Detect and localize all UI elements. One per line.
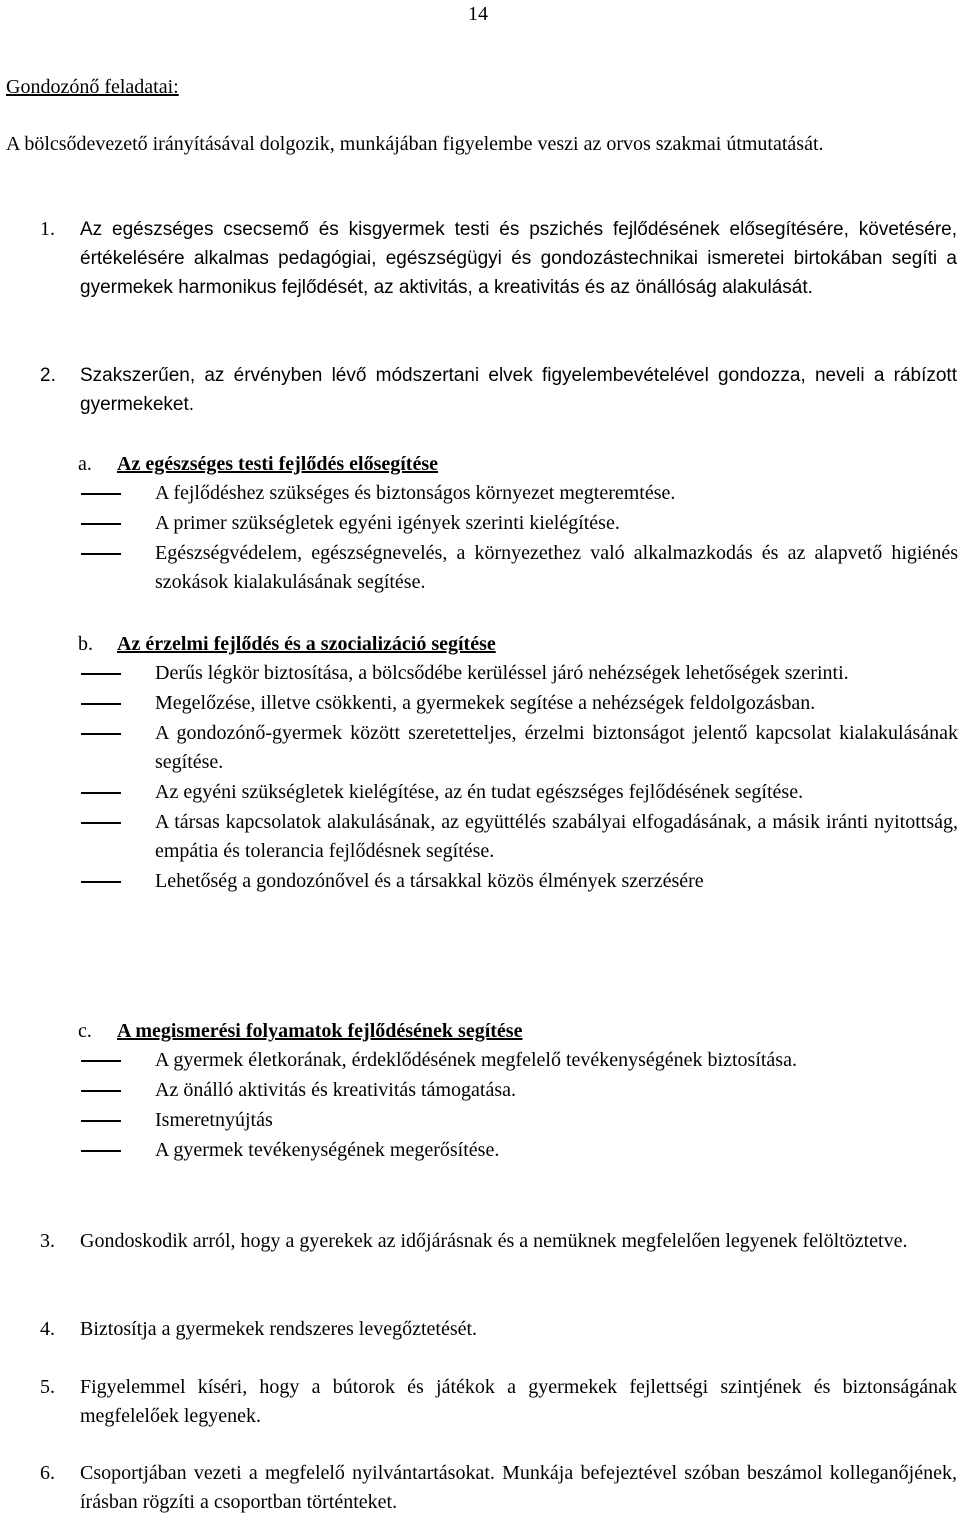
dash-icon: [81, 1060, 121, 1062]
bullet-text: A társas kapcsolatok alakulásának, az együttélés szabályai elfogadásának, a másik iránti nyitottság, empátia és tolerancia fejlődésnek segítése.: [155, 811, 958, 862]
dash-icon: [81, 673, 121, 675]
list-item-5: [40, 1373, 957, 1431]
subsection-title: Az érzelmi fejlődés és a szocializáció segítése: [117, 633, 496, 655]
dash-icon: [81, 881, 121, 883]
list-item-number: 3.: [40, 1230, 55, 1252]
subsection-a: [78, 450, 958, 598]
bullet-text: Az önálló aktivitás és kreativitás támogatása.: [155, 1079, 516, 1101]
subsection-letter: b.: [78, 633, 93, 655]
bullet-text: A gondozónő-gyermek között szeretetteljes, érzelmi biztonságot jelentő kapcsolat kialakulásának segítése.: [155, 722, 958, 773]
subsection-letter: c.: [78, 1020, 92, 1042]
bullet-text: Derűs légkör biztosítása, a bölcsődébe kerüléssel járó nehézségek lehetőségek szerinti.: [155, 662, 849, 684]
bullet-text: Egészségvédelem, egészségnevelés, a környezethez való alkalmazkodás és az alapvető higiénés szokások kialakulásának segítése.: [155, 542, 958, 593]
subsection-b: [78, 630, 958, 897]
bullet-text: Megelőzése, illetve csökkenti, a gyermekek segítése a nehézségek feldolgozásban.: [155, 692, 816, 714]
dash-icon: [81, 822, 121, 824]
list-item-4: [40, 1315, 957, 1344]
list-item-2: [40, 361, 957, 419]
list-item-number: 4.: [40, 1318, 55, 1340]
bullet-text: A gyermek tevékenységének megerősítése.: [155, 1139, 500, 1161]
bullet-text: A gyermek életkorának, érdeklődésének megfelelő tevékenységének biztosítása.: [155, 1049, 797, 1071]
page-heading: Gondozónő feladatai:: [6, 76, 179, 98]
bullet-item: [78, 1136, 958, 1165]
subsection-title: Az egészséges testi fejlődés elősegítése: [117, 453, 438, 475]
dash-icon: [81, 703, 121, 705]
dash-icon: [81, 523, 121, 525]
dash-icon: [81, 553, 121, 555]
bullet-list: [78, 659, 958, 896]
bullet-item: [78, 659, 958, 688]
bullet-item: [78, 509, 958, 538]
bullet-item: [78, 808, 958, 866]
bullet-text: A fejlődéshez szükséges és biztonságos környezet megteremtése.: [155, 482, 676, 504]
list-item-1: [40, 215, 957, 302]
bullet-item: [78, 1046, 958, 1075]
bullet-item: [78, 689, 958, 718]
list-item-text: Az egészséges csecsemő és kisgyermek testi és pszichés fejlődésének elősegítésére, követésére, értékelésére alkalmas pedagógiai, egészségügyi és gondozástechnikai ismeretei birtokában segíti a gyermekek harmonikus fejlődését, az aktivitás, a kreativitás és az önállóság alakulását.: [80, 219, 957, 298]
bullet-text: A primer szükségletek egyéni igények szerinti kielégítése.: [155, 512, 620, 534]
bullet-text: Ismeretnyújtás: [155, 1109, 273, 1131]
list-item-text: Figyelemmel kíséri, hogy a bútorok és játékok a gyermekek fejlettségi szintjének és biztonságának megfelelőek legyenek.: [80, 1376, 957, 1427]
bullet-item: [78, 719, 958, 777]
bullet-text: Az egyéni szükségletek kielégítése, az én tudat egészséges fejlődésének segítése.: [155, 781, 804, 803]
list-item-number: 5.: [40, 1376, 55, 1398]
list-item-6: [40, 1459, 957, 1517]
dash-icon: [81, 792, 121, 794]
list-item-3: [40, 1227, 957, 1256]
subsection-title: A megismerési folyamatok fejlődésének segítése: [117, 1020, 523, 1042]
bullet-item: [78, 539, 958, 597]
list-item-number: 2.: [40, 365, 56, 386]
page-number: 14: [468, 3, 488, 25]
dash-icon: [81, 1120, 121, 1122]
bullet-item: [78, 867, 958, 896]
bullet-item: [78, 1106, 958, 1135]
list-item-text: Gondoskodik arról, hogy a gyerekek az időjárásnak és a nemüknek megfelelően legyenek felöltöztetve.: [80, 1230, 908, 1252]
list-item-number: 1.: [40, 218, 55, 240]
bullet-item: [78, 479, 958, 508]
bullet-item: [78, 778, 958, 807]
bullet-list: [78, 479, 958, 597]
list-item-text: Biztosítja a gyermekek rendszeres levegőztetését.: [80, 1318, 478, 1340]
list-item-number: 6.: [40, 1462, 55, 1484]
bullet-list: [78, 1046, 958, 1165]
bullet-item: [78, 1076, 958, 1105]
list-item-text: Szakszerűen, az érvényben lévő módszertani elvek figyelembevételével gondozza, neveli a rábízott gyermekeket.: [80, 365, 957, 415]
dash-icon: [81, 733, 121, 735]
dash-icon: [81, 493, 121, 495]
subsection-c: [78, 1017, 958, 1166]
bullet-text: Lehetőség a gondozónővel és a társakkal közös élmények szerzésére: [155, 870, 704, 892]
dash-icon: [81, 1150, 121, 1152]
intro-paragraph: A bölcsődevezető irányításával dolgozik, munkájában figyelembe veszi az orvos szakmai útmutatását.: [6, 133, 824, 155]
subsection-letter: a.: [78, 453, 92, 475]
list-item-text: Csoportjában vezeti a megfelelő nyilvántartásokat. Munkája befejeztével szóban beszámol kolleganőjének, írásban rögzíti a csoportban történteket.: [80, 1462, 957, 1513]
dash-icon: [81, 1090, 121, 1092]
